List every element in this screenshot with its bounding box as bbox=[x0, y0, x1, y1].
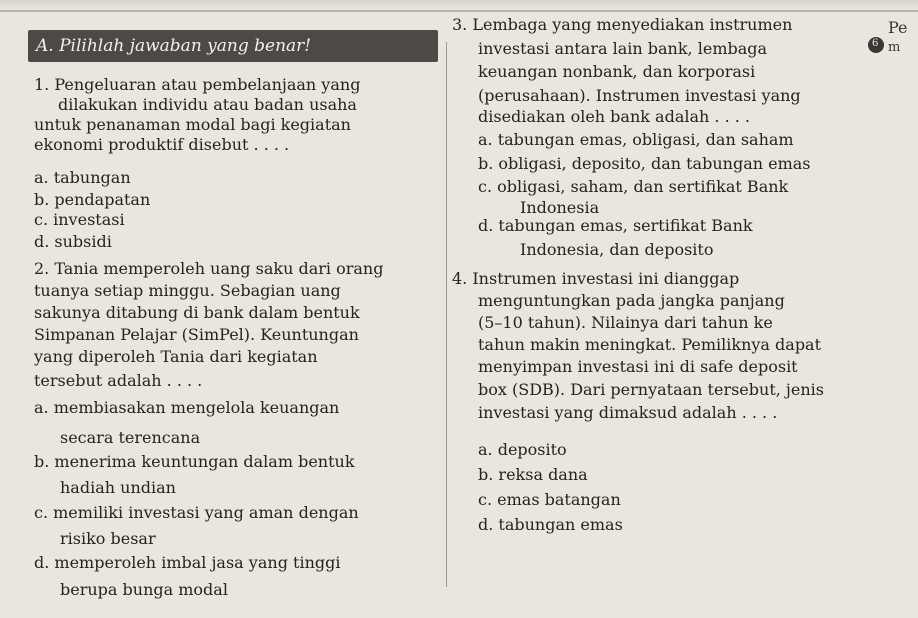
question-1-line-4: ekonomi produktif disebut . . . . bbox=[34, 135, 290, 154]
column-divider bbox=[446, 42, 447, 587]
question-2-option-d[interactable]: d. memperoleh imbal jasa yang tinggi bbox=[34, 553, 341, 572]
section-title: A. Pilihlah jawaban yang benar! bbox=[36, 36, 312, 56]
question-4-line-2: menguntungkan pada jangka panjang bbox=[478, 291, 785, 310]
question-3-line-3: keuangan nonbank, dan korporasi bbox=[478, 62, 756, 81]
question-2-line-1: 2. Tania memperoleh uang saku dari orang bbox=[34, 259, 384, 278]
question-2-option-b-cont[interactable]: hadiah undian bbox=[60, 478, 176, 497]
question-3-line-5: disediakan oleh bank adalah . . . . bbox=[478, 107, 751, 126]
page-top-rule bbox=[0, 10, 918, 12]
question-2-line-6: tersebut adalah . . . . bbox=[34, 371, 203, 390]
question-4-option-c[interactable]: c. emas batangan bbox=[478, 490, 621, 509]
question-3-option-c-cont[interactable]: Indonesia bbox=[520, 198, 600, 217]
question-2-line-5: yang diperoleh Tania dari kegiatan bbox=[34, 347, 318, 366]
question-2-option-b[interactable]: b. menerima keuntungan dalam bentuk bbox=[34, 452, 355, 471]
question-3-option-c[interactable]: c. obligasi, saham, dan sertifikat Bank bbox=[478, 177, 789, 196]
question-3-option-d[interactable]: d. tabungan emas, sertifikat Bank bbox=[478, 216, 753, 235]
question-4-line-4: tahun makin meningkat. Pemiliknya dapat bbox=[478, 335, 822, 354]
question-2-option-d-cont[interactable]: berupa bunga modal bbox=[60, 580, 228, 599]
question-1-option-b[interactable]: b. pendapatan bbox=[34, 190, 151, 209]
question-4-option-b[interactable]: b. reksa dana bbox=[478, 465, 588, 484]
page-number-dot bbox=[868, 37, 884, 53]
question-4-line-1: 4. Instrumen investasi ini dianggap bbox=[452, 269, 740, 288]
question-4-option-a[interactable]: a. deposito bbox=[478, 440, 567, 459]
question-4-line-3: (5–10 tahun). Nilainya dari tahun ke bbox=[478, 313, 773, 332]
page-number-dot-text: 6 bbox=[872, 38, 879, 49]
question-3-option-d-cont[interactable]: Indonesia, dan deposito bbox=[520, 240, 714, 259]
corner-text-top: Pe bbox=[888, 18, 908, 37]
question-3-option-b[interactable]: b. obligasi, deposito, dan tabungan emas bbox=[478, 154, 811, 173]
question-1-option-d[interactable]: d. subsidi bbox=[34, 232, 112, 251]
corner-text-bottom: m bbox=[888, 40, 901, 55]
question-4-line-5: menyimpan investasi ini di safe deposit bbox=[478, 357, 798, 376]
question-3-line-4: (perusahaan). Instrumen investasi yang bbox=[478, 86, 801, 105]
question-3-line-1: 3. Lembaga yang menyediakan instrumen bbox=[452, 15, 793, 34]
question-2-line-2: tuanya setiap minggu. Sebagian uang bbox=[34, 281, 341, 300]
question-4-line-7: investasi yang dimaksud adalah . . . . bbox=[478, 403, 778, 422]
question-2-option-c-cont[interactable]: risiko besar bbox=[60, 529, 156, 548]
section-header bbox=[28, 30, 438, 62]
question-4-option-d[interactable]: d. tabungan emas bbox=[478, 515, 623, 534]
question-1-line-3: untuk penanaman modal bagi kegiatan bbox=[34, 115, 351, 134]
question-2-line-3: sakunya ditabung di bank dalam bentuk bbox=[34, 303, 360, 322]
question-1-line-1: 1. Pengeluaran atau pembelanjaan yang bbox=[34, 75, 361, 94]
page-top-edge bbox=[0, 0, 918, 10]
question-1-option-a[interactable]: a. tabungan bbox=[34, 168, 131, 187]
question-1-line-2: dilakukan individu atau badan usaha bbox=[58, 95, 357, 114]
question-2-option-c[interactable]: c. memiliki investasi yang aman dengan bbox=[34, 503, 359, 522]
question-1-option-c[interactable]: c. investasi bbox=[34, 210, 125, 229]
question-3-option-a[interactable]: a. tabungan emas, obligasi, dan saham bbox=[478, 130, 794, 149]
question-2-option-a[interactable]: a. membiasakan mengelola keuangan bbox=[34, 398, 340, 417]
question-2-option-a-cont[interactable]: secara terencana bbox=[60, 428, 201, 447]
question-2-line-4: Simpanan Pelajar (SimPel). Keuntungan bbox=[34, 325, 359, 344]
question-3-line-2: investasi antara lain bank, lembaga bbox=[478, 39, 768, 58]
question-4-line-6: box (SDB). Dari pernyataan tersebut, jenis bbox=[478, 380, 824, 399]
